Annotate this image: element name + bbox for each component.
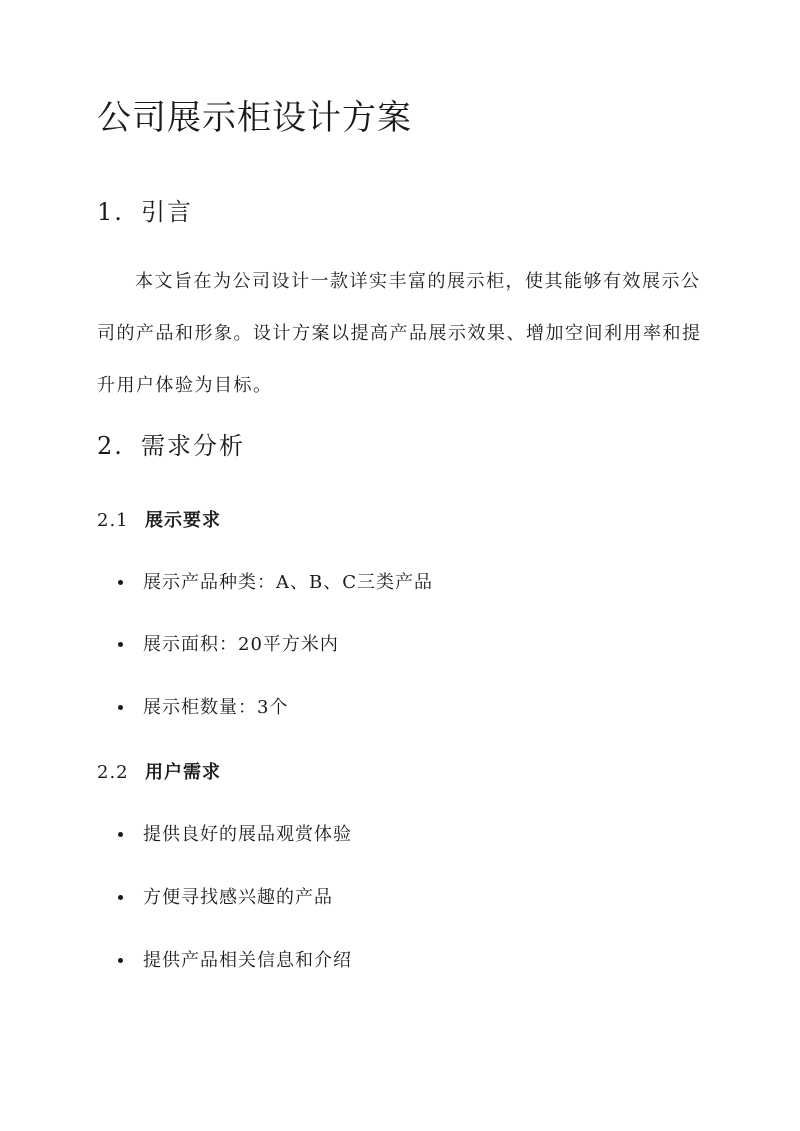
bullet-icon [118,895,123,900]
section-1-heading [97,196,193,228]
list-item-text: 提供良好的展品观赏体验 [143,824,352,845]
list-item-text: 提供产品相关信息和介绍 [143,950,352,971]
section-2-number: 2. [97,432,124,460]
subsection-2-2-heading [97,760,221,786]
document-title: 公司展示柜设计方案 [97,98,412,138]
list-item [118,885,333,911]
intro-paragraph: 本文旨在为公司设计一款详实丰富的展示柜，使其能够有效展示公司的产品和形象。设计方案以提高产品展示效果、增加空间利用率和提升用户体验为目标。 [97,271,702,396]
list-item [118,822,352,848]
subsection-2-1-title: 展示要求 [145,510,221,531]
list-item [118,570,433,596]
list-item [118,695,288,721]
bullet-icon [118,580,123,585]
subsection-2-1-heading [97,508,221,534]
list-item-text: 方便寻找感兴趣的产品 [143,887,333,908]
list-item [118,948,352,974]
subsection-2-2-number: 2.2 [97,762,129,783]
list-item-text: 展示面积：20平方米内 [143,634,339,655]
bullet-icon [118,642,123,647]
list-item-text: 展示产品种类：A、B、C三类产品 [143,572,433,593]
bullet-icon [118,705,123,710]
subsection-2-1-number: 2.1 [97,510,129,531]
section-1-title: 引言 [141,198,193,226]
subsection-2-2-title: 用户需求 [145,762,221,783]
section-2-title: 需求分析 [141,432,245,460]
bullet-icon [118,958,123,963]
section-2-heading [97,430,245,462]
section-1-number: 1. [97,198,124,226]
bullet-icon [118,832,123,837]
list-item-text: 展示柜数量：3个 [143,697,289,718]
list-item [118,632,339,658]
